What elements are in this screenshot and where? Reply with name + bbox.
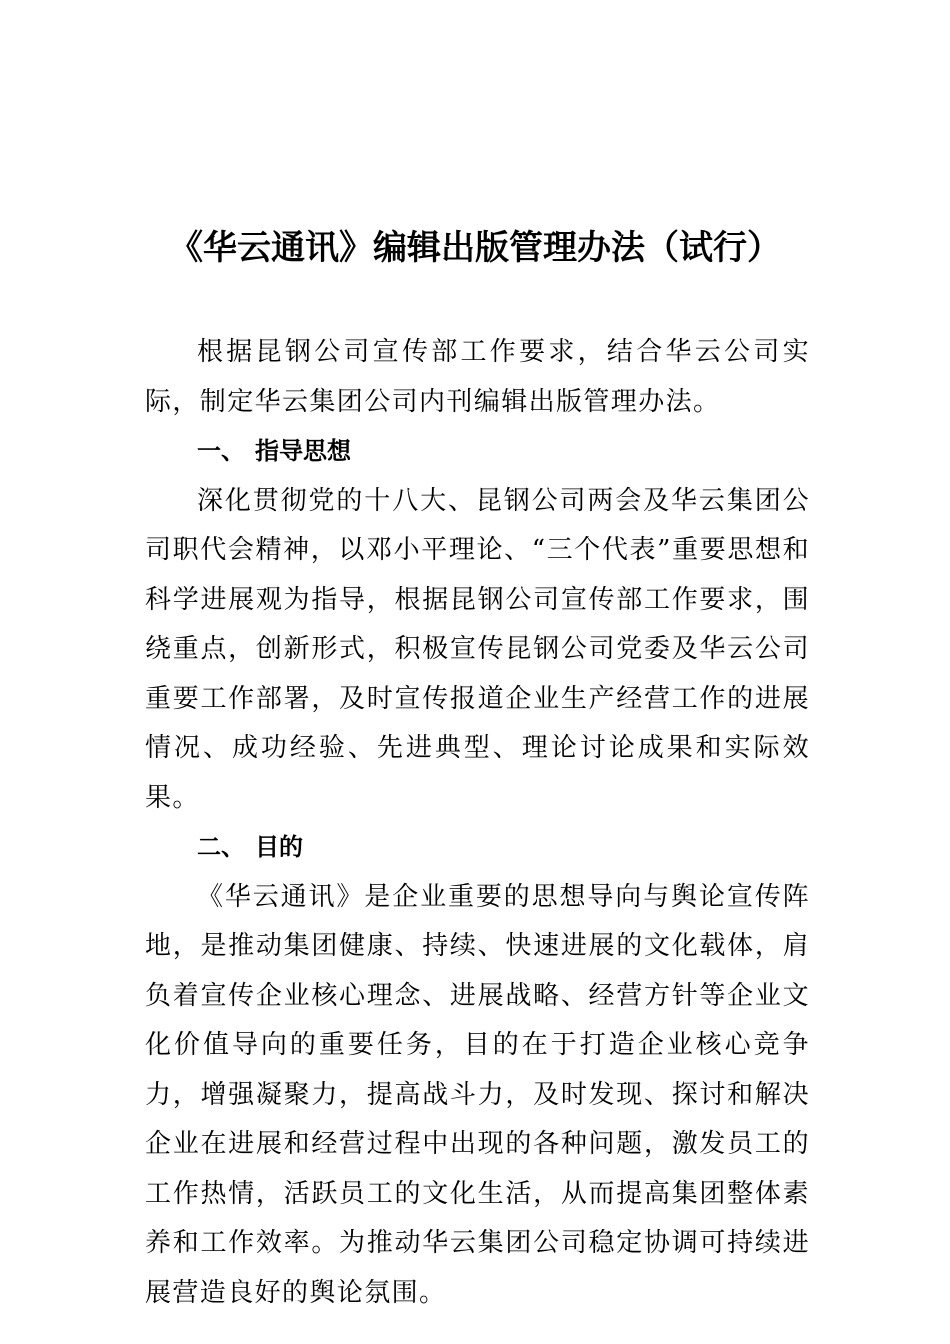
document-body	[145, 328, 810, 1318]
section-heading-purpose	[145, 823, 810, 873]
section-paragraph-guiding-ideology: 深化贯彻党的十八大、昆钢公司两会及华云集团公司职代会精神，以邓小平理论、“三个代表”重要思想和科学进展观为指导，根据昆钢公司宣传部工作要求，围绕重点，创新形式，积极宣传昆钢公司党委及华云公司重要工作部署，及时宣传报道企业生产经营工作的进展情况、成功经验、先进典型、理论讨论成果和实际效果。	[145, 485, 810, 813]
intro-paragraph: 根据昆钢公司宣传部工作要求，结合华云公司实际，制定华云集团公司内刊编辑出版管理办法。	[145, 337, 810, 417]
section-paragraph-purpose: 《华云通讯》是企业重要的思想导向与舆论宣传阵地，是推动集团健康、持续、快速进展的文化载体，肩负着宣传企业核心理念、进展战略、经营方针等企业文化价值导向的重要任务，目的在于打造企业核心竞争力，增强凝聚力，提高战斗力，及时发现、探讨和解决企业在进展和经营过程中出现的各种问题，激发员工的工作热情，活跃员工的文化生活，从而提高集团整体素养和工作效率。为推动华云集团公司稳定协调可持续进展营造良好的舆论氛围。	[145, 881, 810, 1308]
section-heading-text: 目的	[255, 833, 303, 861]
section-heading-text: 指导思想	[255, 437, 351, 465]
document-title: 《华云通讯》编辑出版管理办法（试行）	[169, 228, 781, 268]
section-number: 二、	[197, 833, 245, 861]
section-heading-guiding-ideology	[145, 427, 810, 477]
section-number: 一、	[197, 437, 245, 465]
